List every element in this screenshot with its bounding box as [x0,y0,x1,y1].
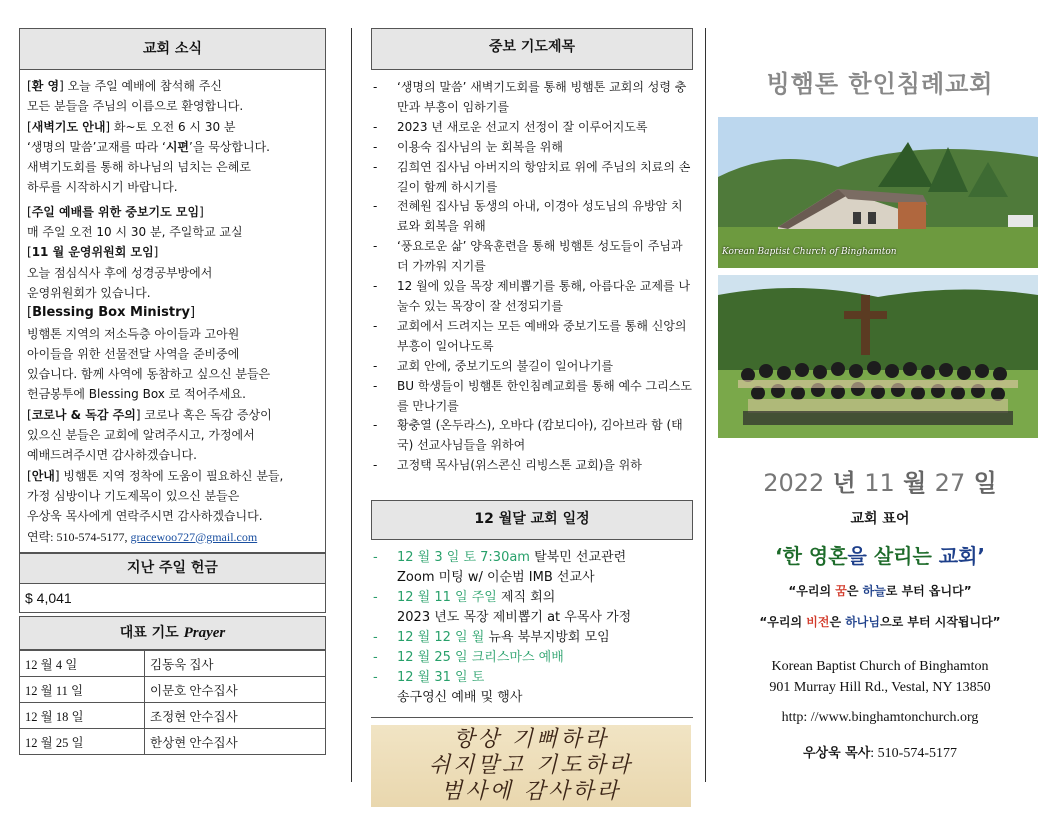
schedule-list [371,548,693,708]
news-line: 예배드려주시면 감사하겠습니다. [27,448,197,463]
list-item [371,648,693,668]
dawn-text: ’을 묵상합니다. [189,139,270,154]
news-section [19,69,326,553]
news-line: 빙햄톤 지역의 저소득층 아이들과 고아원 [27,326,240,341]
news-line: 모든 분들을 주님의 이름으로 환영합니다. [27,99,244,114]
photo-caption: Korean Baptist Church of Binghamton [722,247,897,257]
list-item: - 2023 년 새로운 선교지 선정이 잘 이루어지도록 [371,118,693,138]
contact-email-link[interactable]: gracewoo727@gmail.com [130,529,258,544]
news-line: 매 주일 오전 10 시 30 분, 주일학교 교실 [27,225,243,240]
date-day-unit: 일 [965,469,997,497]
prayer-title-en: Prayer [183,625,226,641]
website-link[interactable]: http: //www.binghamtonchurch.org [781,710,979,725]
schedule-date: 12 월 12 일 월 [397,630,485,645]
intercession-tag: 주일 예배를 위한 중보기도 모임 [31,204,200,219]
news-line: 오늘 점심식사 후에 성경공부방에서 [27,265,213,280]
date-month: 11 [864,469,895,497]
pastor-contact [720,743,1040,764]
news-title: 교회 소식 [19,28,326,70]
guide-tag: 안내 [31,468,55,483]
pastor-phone: : 510-574-5177 [870,746,958,761]
date-year-unit: 년 [824,469,865,497]
prayer-name: 김동욱 집사 [145,651,326,677]
news-dawn: [새벽기도 안내] 화~토 오전 6 시 30 분 [27,119,236,134]
contact-label: 연락: 510-574-5177, [27,529,131,544]
welcome-tag: 환 영 [31,79,60,93]
church-name: 빙햄톤 한인침례교회 [766,70,994,98]
prayer-date: 12 월 11 일 [20,677,145,703]
prayer-date: 12 월 18 일 [20,703,145,729]
news-line: 가정 심방이나 기도제목이 있으신 분들은 [27,488,240,503]
news-line: 있으신 분들은 교회에 알려주시고, 가정에서 [27,428,255,443]
news-line: 헌금봉투에 Blessing Box 로 적어주세요. [27,387,246,402]
schedule-box [371,548,693,718]
schedule-date: 12 월 31 일 토 [397,670,485,685]
quote-dream [720,582,1040,599]
offering-title: 지난 주일 헌금 [19,553,326,584]
quote-part: 로 부터 옵니다” [885,584,972,598]
motto-part: 교회’ [938,544,985,568]
guide-text: 빙햄톤 지역 정착에 도움이 필요하신 분들, [59,468,284,483]
bulletin-date [720,463,1040,498]
list-item: - 이용숙 집사님의 눈 회복을 위해 [371,138,693,158]
news-line: 새벽기도회를 통해 하나님의 넘치는 은혜로 [27,160,251,175]
calligraphy-image [371,725,691,807]
schedule-text: 송구영신 예배 및 행사 [397,690,523,705]
prayer-title-ko: 대표 기도 [119,625,184,641]
list-item: - ‘풍요로운 삶’ 양육훈련을 통해 빙햄톤 성도들이 주님과 더 가까워 지기를 [371,237,693,277]
news-line [27,137,318,157]
column-divider [705,28,706,782]
dawn-tag: 새벽기도 안내 [31,119,106,134]
prayer-name: 한상현 안수집사 [145,729,326,755]
list-item: - 김희연 집사님 아버지의 항암치료 위에 주님의 치료의 손길이 함께 하시기를 [371,158,693,198]
prayer-name: 이문호 안수집사 [145,677,326,703]
list-item [371,668,693,708]
dawn-book: 시편 [165,139,189,154]
schedule-date: 12 월 25 일 크리스마스 예배 [397,650,564,665]
date-year: 2022 [763,469,825,497]
news-blessing: [Blessing Box Ministry] [27,305,196,321]
list-item: - 교회에서 드려지는 모든 예배와 중보기도를 통해 신앙의 부흥이 일어나도록 [371,317,693,357]
list-item: - 12 월에 있을 목장 제비뽑기를 통해, 아름다운 교제를 나눌수 있는 목장이 잘 선정되기를 [371,277,693,317]
list-item: - ‘생명의 말씀’ 새벽기도회를 통해 빙햄톤 교회의 성령 충만과 부흥이 임하기를 [371,78,693,118]
motto-part: 을 [847,544,867,568]
offering-amount: $ 4,041 [19,583,326,613]
list-item: - 전혜원 집사님 동생의 아내, 이경아 성도님의 유방암 치료와 회복을 위해 [371,197,693,237]
table-row [20,677,326,703]
covid-text: 코로나 혹은 독감 증상이 [140,407,272,422]
table-row [20,703,326,729]
congregation-photo [718,275,1038,438]
prayer-title [19,616,326,650]
date-month-unit: 월 [894,469,935,497]
quote-part: 하늘 [862,584,886,598]
quote-part: 꿈 [835,584,847,598]
list-item [371,548,693,588]
covid-tag: 코로나 & 독감 주의 [31,407,136,422]
intercession-list [371,78,693,476]
quote-part: 하나님 [845,615,880,629]
calligraphy-line: 쉬지말고 기도하라 [428,753,633,778]
calligraphy-line: 항상 기뻐하라 [453,727,609,752]
date-day: 27 [934,469,966,497]
list-item: - 고정택 목사님(위스콘신 리빙스톤 교회)을 위하 [371,456,693,476]
list-item: - 교회 안에, 중보기도의 불길이 일어나기를 [371,357,693,377]
intercession-list-wrap [371,78,693,476]
church-photo [718,117,1038,268]
news-covid: [코로나 & 독감 주의] 코로나 혹은 독감 증상이 [27,407,272,422]
schedule-title: 12 월달 교회 일정 [371,500,693,540]
quote-vision [720,613,1040,630]
prayer-date: 12 월 25 일 [20,729,145,755]
address-line: Korean Baptist Church of Binghamton [771,659,989,674]
news-line: 운영위원회가 있습니다. [27,285,151,300]
schedule-date: 12 월 3 일 토 7:30am [397,550,530,565]
calligraphy-line: 범사에 감사하라 [441,779,621,804]
news-line: 아이들을 위한 선물전달 사역을 준비중에 [27,346,240,361]
news-line: 있습니다. 함께 사역에 동참하고 싶으신 분들은 [27,367,271,382]
pastor-label: 우상욱 목사 [802,746,871,761]
prayer-name: 조정현 안수집사 [145,703,326,729]
list-item [371,588,693,628]
prayer-table-wrap [19,650,326,755]
committee-tag: 11 월 운영위원회 모임 [31,245,154,260]
motto-part: 살리는 [866,544,939,568]
news-committee: [11 월 운영위원회 모임] [27,245,159,260]
list-item: - 황충열 (온두라스), 오바다 (캄보디아), 김아브라 함 (태국) 선교사님들을 위하여 [371,416,693,456]
schedule-date: 12 월 11 일 주일 [397,590,497,605]
schedule-text: 뉴욕 북부지방회 모임 [484,630,610,645]
motto-label: 교회 표어 [850,511,910,527]
quote-part: 은 [829,615,846,629]
schedule-text: 2023 년도 목장 제비뽑기 at 우목사 가정 [397,610,632,625]
address-line: 901 Murray Hill Rd., Vestal, NY 13850 [769,680,991,695]
quote-part: “우리의 [788,584,836,598]
blessing-tag: Blessing Box Ministry [32,305,190,321]
congregation-photo-svg [718,275,1038,438]
intercession-title: 중보 기도제목 [371,28,693,70]
dawn-text: 화~토 오전 6 시 30 분 [110,119,236,134]
news-line: 하루를 시작하시기 바랍니다. [27,180,178,195]
news-contact [27,527,318,547]
welcome-text: 오늘 주일 예배에 참석해 주신 [63,79,222,93]
table-row [20,651,326,677]
dawn-text: ‘생명의 말씀’교재를 따라 ‘ [27,139,166,154]
motto [720,540,1040,569]
church-photo-svg [718,117,1038,268]
news-line: 우상욱 목사에게 연락주시면 감사하겠습니다. [27,509,263,524]
quote-part: 으로 부터 시작됩니다” [880,615,1001,629]
table-row [20,729,326,755]
column-divider [351,28,352,782]
list-item: - BU 학생들이 빙햄톤 한인침례교회를 통해 예수 그리스도를 만나기를 [371,377,693,417]
news-welcome: [환 영] 오늘 주일 예배에 참석해 주신 [27,79,222,93]
church-address [720,656,1040,698]
motto-part: ‘한 영혼 [775,544,848,568]
schedule-text: 탈북민 선교관련 [529,550,627,565]
prayer-date: 12 월 4 일 [20,651,145,677]
list-item [371,628,693,648]
schedule-text: 제직 회의 [496,590,556,605]
schedule-text: Zoom 미팅 w/ 이순범 IMB 선교사 [397,570,595,585]
news-intercession: [주일 예배를 위한 중보기도 모임] [27,204,204,219]
quote-part: 은 [846,584,863,598]
prayer-table [19,650,326,755]
quote-part: 비전 [806,615,830,629]
news-guide: [안내] 빙햄톤 지역 정착에 도움이 필요하신 분들, [27,468,284,483]
quote-part: “우리의 [759,615,807,629]
